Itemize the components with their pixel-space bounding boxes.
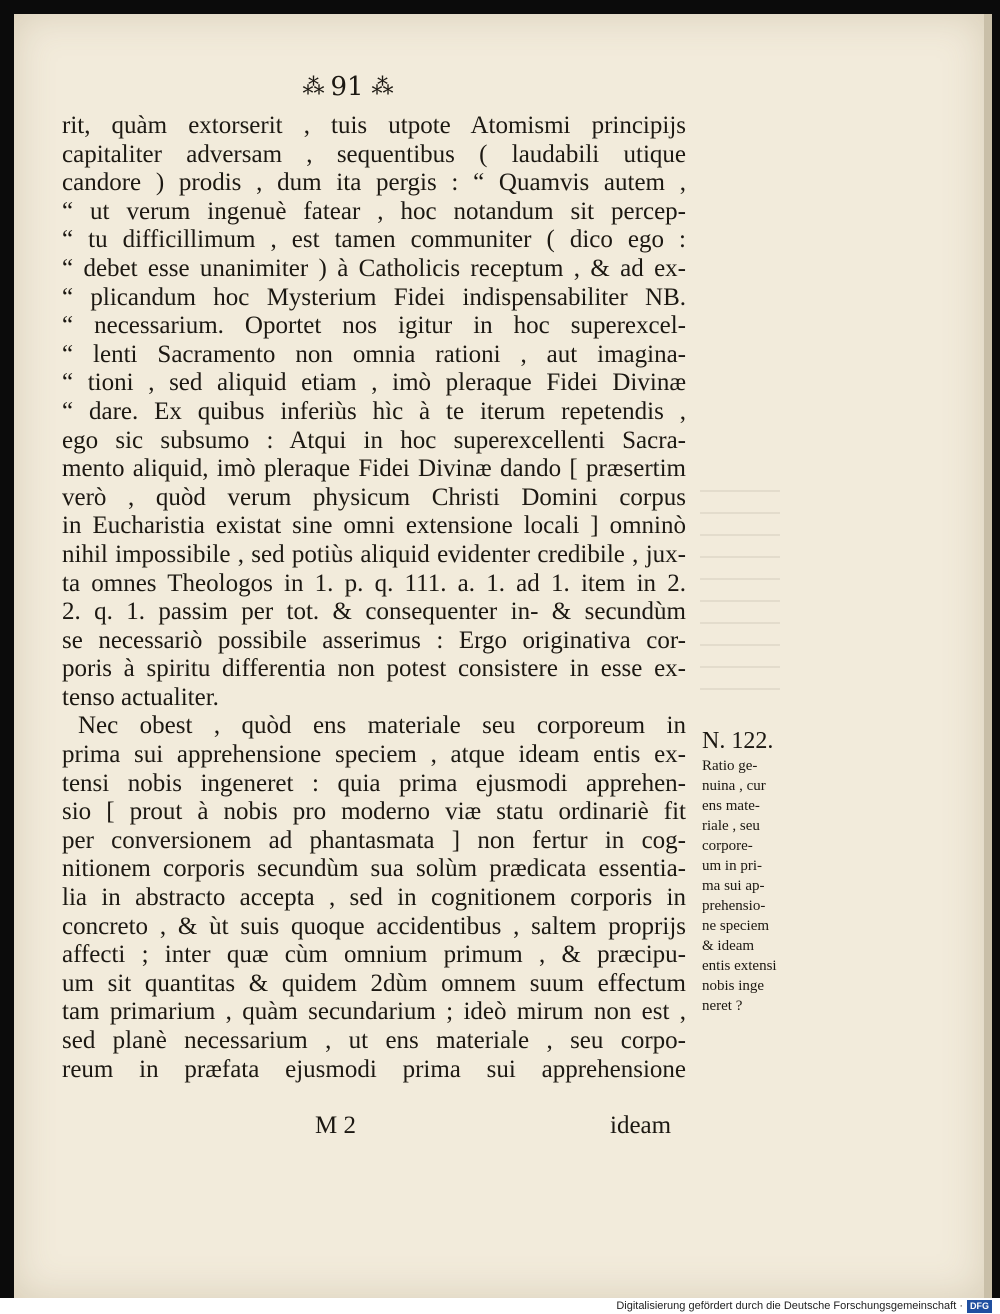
- text-line: “ necessarium. Oportet nos igitur in hoc superexcel-: [62, 312, 686, 340]
- text-line: verò , quòd verum physicum Christi Domini corpus: [62, 483, 686, 511]
- margin-note-lines: [702, 756, 802, 1016]
- text-line: “ tu difficillimum , est tamen communiter ( dico ego :: [62, 226, 686, 254]
- text-line: concreto , & ùt suis quoque accidentibus , saltem proprijs: [62, 912, 686, 940]
- ornament-right: ⁂: [371, 74, 392, 100]
- text-line: in Eucharistia existat sine omni extensione locali ] omninò: [62, 512, 686, 540]
- text-line: tensi nobis ingeneret : quia prima ejusmodi apprehen-: [62, 769, 686, 797]
- margin-note-line: corpore-: [702, 838, 753, 854]
- text-line: tam primarium , quàm secundarium ; ideò mirum non est ,: [62, 998, 686, 1026]
- page-number: 91: [330, 72, 364, 102]
- text-line: se necessariò possibile asserimus : Ergo originativa cor-: [62, 626, 686, 654]
- text-line: ego sic subsumo : Atqui in hoc superexcellenti Sacra-: [62, 426, 686, 454]
- text-line: 2. q. 1. passim per tot. & consequenter in- & secundùm: [62, 598, 686, 626]
- text-line: reum in præfata ejusmodi prima sui apprehensione: [62, 1055, 686, 1083]
- text-line: affecti ; inter quæ cùm omnium primum , & præcipu-: [62, 941, 686, 969]
- signature-mark: M 2: [315, 1112, 356, 1139]
- text-line: “ dare. Ex quibus inferiùs hìc à te iterum repetendis ,: [62, 397, 686, 425]
- footer-bar: [0, 1298, 1000, 1314]
- text-line: rit, quàm extorserit , tuis utpote Atomismi principijs: [62, 112, 686, 139]
- margin-note-line: nuina , cur: [702, 778, 766, 794]
- text-line: um sit quantitas & quidem 2dùm omnem suum effectum: [62, 969, 686, 997]
- text-line: lia in abstracto accepta , sed in cognitionem corporis in: [62, 884, 686, 912]
- catchword: ideam: [610, 1112, 672, 1139]
- footer-credit: Digitalisierung gefördert durch die Deutsche Forschungsgemeinschaft ·: [616, 1300, 963, 1312]
- text-line: poris à spiritu differentia non potest consistere in esse ex-: [62, 655, 686, 683]
- margin-note-line: Ratio ge-: [702, 758, 758, 774]
- margin-note: [702, 726, 802, 1016]
- text-line: nitionem corporis secundùm sua solùm prædicata essentia-: [62, 855, 686, 883]
- text-line: mento aliquid, imò pleraque Fidei Divinæ dando [ præsertim: [62, 455, 686, 483]
- dfg-logo: DFG: [967, 1300, 992, 1313]
- margin-note-line: neret ?: [702, 998, 743, 1014]
- main-text-block: [62, 112, 686, 1084]
- text-line: Nec obest , quòd ens materiale seu corporeum in: [78, 712, 686, 740]
- margin-note-line: & ideam: [702, 938, 755, 954]
- ornament-left: ⁂: [302, 74, 323, 100]
- margin-note-line: ma sui ap-: [702, 878, 765, 894]
- text-line: nihil impossibile , sed potiùs aliquid evidenter credibile , jux-: [62, 540, 686, 568]
- text-line: “ plicandum hoc Mysterium Fidei indispensabiliter NB.: [62, 283, 686, 311]
- text-line: sio [ prout à nobis pro moderno viæ statu ordinariè fit: [62, 798, 686, 826]
- bleed-through: [700, 480, 780, 690]
- margin-note-heading: N. 122.: [702, 728, 774, 754]
- text-line: “ lenti Sacramento non omnia rationi , aut imagina-: [62, 340, 686, 368]
- text-line: “ tioni , sed aliquid etiam , imò pleraque Fidei Divinæ: [62, 369, 686, 397]
- text-line: “ ut verum ingenuè fatear , hoc notandum sit percep-: [62, 197, 686, 225]
- margin-note-line: nobis inge: [702, 978, 765, 994]
- running-head: [232, 70, 462, 104]
- text-line: candore ) prodis , dum ita pergis : “ Quamvis autem ,: [62, 169, 686, 197]
- text-line: capitaliter adversam , sequentibus ( laudabili utique: [62, 140, 686, 168]
- page-edge: [984, 14, 992, 1298]
- margin-note-line: um in pri-: [702, 858, 762, 874]
- margin-note-line: prehensio-: [702, 898, 766, 914]
- text-line: tenso actualiter.: [62, 683, 219, 711]
- margin-note-line: riale , seu: [702, 818, 760, 834]
- margin-note-line: entis extensi: [702, 958, 777, 974]
- margin-note-line: ens mate-: [702, 798, 760, 814]
- text-line: prima sui apprehensione speciem , atque ideam entis ex-: [62, 741, 686, 769]
- text-line: sed planè necessarium , ut ens materiale , seu corpo-: [62, 1027, 686, 1054]
- margin-note-line: ne speciem: [702, 918, 770, 934]
- text-line: per conversionem ad phantasmata ] non fertur in cog-: [62, 826, 686, 854]
- text-line: ta omnes Theologos in 1. p. q. 111. a. 1. ad 1. item in 2.: [62, 569, 686, 597]
- text-line: “ debet esse unanimiter ) à Catholicis receptum , & ad ex-: [62, 254, 686, 282]
